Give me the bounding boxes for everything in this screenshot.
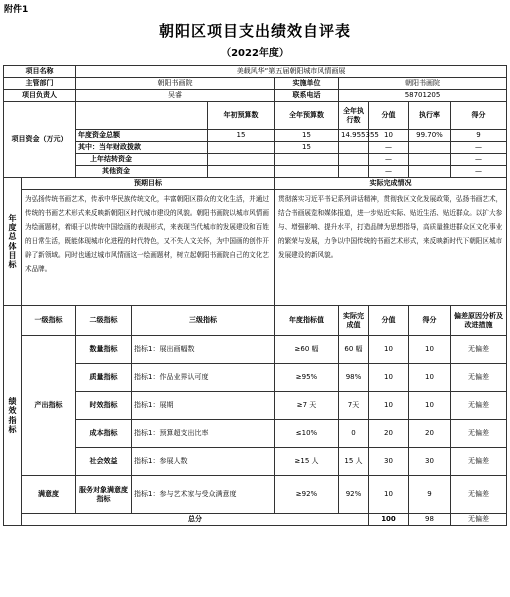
carry-score: — (369, 154, 409, 166)
got-cell: 10 (409, 336, 451, 364)
label-got: 得分 (409, 306, 451, 336)
l2-cell: 数量指标 (76, 336, 132, 364)
l2-cell: 社会效益 (76, 448, 132, 476)
row-funds-header (4, 102, 507, 130)
annex-label: 附件1 (4, 5, 29, 15)
l3-cell: 指标1：展出画幅数 (132, 336, 275, 364)
target-cell: ≥15 人 (275, 448, 339, 476)
got-cell: 30 (409, 448, 451, 476)
total-score: 10 (369, 130, 409, 142)
row-project-name (4, 66, 507, 78)
got-cell: 10 (409, 364, 451, 392)
page-title: 朝阳区项目支出绩效自评表 (158, 22, 351, 40)
dept-value: 朝阳书画院 (76, 78, 275, 90)
label-score-h: 分值 (369, 102, 409, 130)
score-cell: 10 (369, 392, 409, 420)
total-annual: 15 (208, 130, 275, 142)
label-year-idx: 年度指标值 (275, 306, 339, 336)
year-label: （2022年度） (221, 48, 289, 59)
total-rate: 99.70% (409, 130, 451, 142)
row-funds-total (4, 130, 507, 142)
got-cell: 9 (409, 476, 451, 514)
label-other: 其他资金 (76, 166, 208, 178)
indicator-row (4, 364, 507, 392)
target-cell: ≥95% (275, 364, 339, 392)
label-full-exec: 全年执行数 (339, 102, 369, 130)
fiscal-full: 15 (275, 142, 339, 154)
label-exec-rate: 执行率 (409, 102, 451, 130)
project-name-value: 美载风华“第五届朝阳城市风情画展 (76, 66, 507, 78)
unit-value: 朝阳书画院 (339, 78, 507, 90)
target-cell: ≥92% (275, 476, 339, 514)
row-goal-content (4, 190, 507, 306)
other-exec (339, 166, 369, 178)
label-lead: 项目负责人 (4, 90, 76, 102)
carry-got: — (451, 154, 507, 166)
other-full (275, 166, 339, 178)
fiscal-rate (409, 142, 451, 154)
label-perf: 绩效指标 (4, 306, 22, 526)
total-got: 9 (451, 130, 507, 142)
lead-value: 吴睿 (76, 90, 275, 102)
fiscal-got: — (451, 142, 507, 154)
total-full: 15 (275, 130, 339, 142)
label-annual-goal: 年度总体目标 (4, 178, 22, 306)
label-l2: 二级指标 (76, 306, 132, 336)
label-annual-budget: 年初预算数 (208, 102, 275, 130)
actual-cell: 15 人 (339, 448, 369, 476)
l2-cell: 时效指标 (76, 392, 132, 420)
l3-cell: 指标1：作品业界认可度 (132, 364, 275, 392)
label-deviation: 偏差原因分析及改进措施 (451, 306, 507, 336)
total-dev-value: 无偏差 (451, 514, 507, 526)
indicator-row (4, 448, 507, 476)
row-dept (4, 78, 507, 90)
indicator-row (4, 392, 507, 420)
carry-full (275, 154, 339, 166)
label-get-score: 得分 (451, 102, 507, 130)
indicator-row (4, 476, 507, 514)
row-funds-carry (4, 154, 507, 166)
fiscal-score: — (369, 142, 409, 154)
label-of-which: 其中：当年财政拨款 (76, 142, 208, 154)
dev-cell: 无偏差 (451, 476, 507, 514)
score-cell: 30 (369, 448, 409, 476)
dev-cell: 无偏差 (451, 336, 507, 364)
carry-rate (409, 154, 451, 166)
label-expected: 预期目标 (22, 178, 275, 190)
dev-cell: 无偏差 (451, 420, 507, 448)
l2-cell: 质量指标 (76, 364, 132, 392)
indicator-row (4, 420, 507, 448)
row-lead (4, 90, 507, 102)
row-total (4, 514, 507, 526)
total-score-value: 100 (369, 514, 409, 526)
score-cell: 10 (369, 476, 409, 514)
label-satisfaction: 满意度 (22, 476, 76, 514)
got-cell: 20 (409, 420, 451, 448)
score-cell: 20 (369, 420, 409, 448)
other-score: — (369, 166, 409, 178)
total-got-value: 98 (409, 514, 451, 526)
row-funds-other (4, 166, 507, 178)
row-funds-fiscal (4, 142, 507, 154)
target-cell: ≤10% (275, 420, 339, 448)
label-dept: 主管部门 (4, 78, 76, 90)
row-goal-header (4, 178, 507, 190)
score-cell: 10 (369, 336, 409, 364)
target-cell: ≥60 幅 (275, 336, 339, 364)
carry-annual (208, 154, 275, 166)
funds-blank (76, 102, 208, 130)
expected-goal-text: 为弘扬传统书画艺术，传承中华民族传统文化，丰富朝阳区群众的文化生活，并通过传统的书画艺术形式来反映新朝阳区时代城市建设的风貌。朝阳书画院以城市风情画为绘画题材，着眼于以传统中国绘画的表现形式，来表现当代城市的发展建设和百姓的日常生活，既能体现城市化进程的时代特色，又不失人文关怀，为中国画的创作开辟了新领域。同时也通过城市风情画这一绘画题材，树立起朝阳书画院自己的文化艺术品牌。 (22, 190, 275, 306)
label-l1: 一级指标 (22, 306, 76, 336)
fiscal-annual (208, 142, 275, 154)
score-cell: 10 (369, 364, 409, 392)
l2-cell: 服务对象满意度指标 (76, 476, 132, 514)
got-cell: 10 (409, 392, 451, 420)
indicator-row (4, 336, 507, 364)
fiscal-exec (339, 142, 369, 154)
l3-cell: 指标1：参与艺术家与受众满意度 (132, 476, 275, 514)
carry-exec (339, 154, 369, 166)
dev-cell: 无偏差 (451, 392, 507, 420)
label-full-budget: 全年预算数 (275, 102, 339, 130)
label-output: 产出指标 (22, 336, 76, 476)
label-l3: 三级指标 (132, 306, 275, 336)
actual-cell: 0 (339, 420, 369, 448)
l3-cell: 指标1：参展人数 (132, 448, 275, 476)
other-rate (409, 166, 451, 178)
label-funds: 项目资金（万元） (4, 102, 76, 178)
l3-cell: 指标1：预算超支出比率 (132, 420, 275, 448)
evaluation-table (3, 65, 507, 526)
label-actual-val: 实际完成值 (339, 306, 369, 336)
actual-cell: 92% (339, 476, 369, 514)
label-score: 分值 (369, 306, 409, 336)
actual-goal-text: 贯彻落实习近平书记系列讲话精神，贯彻我区文化发展政策，弘扬书画艺术，结合书画展览和媒体报道，进一步贴近实际、贴近生活、贴近群众。以扩大参与、增强影响、提升水平，打造品牌为思想指导，高质量推进群众区文化事业的繁荣与发展，力争以中国传统的书画艺术形式，来反映新时代下朝阳区城市发展建设的新风貌。 (275, 190, 507, 306)
phone-value: 58701205 (339, 90, 507, 102)
other-annual (208, 166, 275, 178)
label-total: 总分 (22, 514, 369, 526)
l2-cell: 成本指标 (76, 420, 132, 448)
other-got: — (451, 166, 507, 178)
label-phone: 联系电话 (275, 90, 339, 102)
label-unit: 实施单位 (275, 78, 339, 90)
label-total-funds: 年度资金总额 (76, 130, 208, 142)
label-actual: 实际完成情况 (275, 178, 507, 190)
target-cell: ≥7 天 (275, 392, 339, 420)
actual-cell: 60 幅 (339, 336, 369, 364)
actual-cell: 98% (339, 364, 369, 392)
label-project-name: 项目名称 (4, 66, 76, 78)
total-exec: 14.955355 (339, 130, 369, 142)
l3-cell: 指标1：展期 (132, 392, 275, 420)
actual-cell: 7天 (339, 392, 369, 420)
row-ind-header (4, 306, 507, 336)
label-carryover: 上年结转资金 (76, 154, 208, 166)
dev-cell: 无偏差 (451, 364, 507, 392)
dev-cell: 无偏差 (451, 448, 507, 476)
